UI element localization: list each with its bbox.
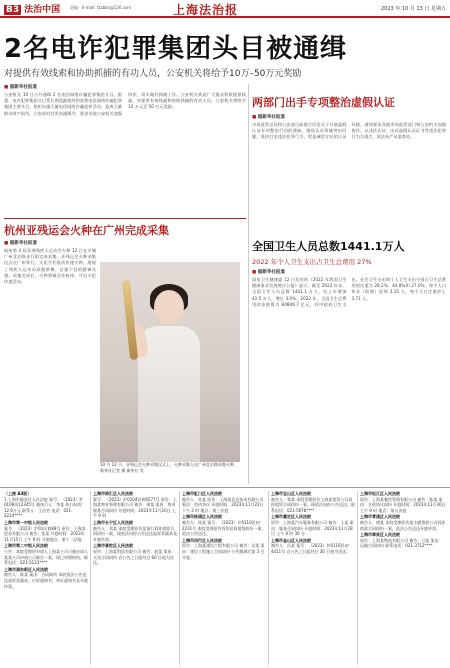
notice-body: 原告：上海某汽车服务有限公司 被告：王某 案由：服务合同纠纷 开庭时间：2023年11月28日 上午 9 时 30 分 <box>271 519 354 537</box>
notice-column-4 <box>271 491 355 667</box>
story-body: 杭州第 4 届亚洲残疾人运动会火种 12 日在羊城广州北京路步行街完成采集。亚残运会火种采集仪式在广州举行，火炬手们依次传递火种，展现了残疾人运动员顽强拼搏、自强不息的精神风貌。采集完成后，火种将被送往杭州，开启火炬传递活动。 <box>4 248 96 285</box>
notice-heading: 上海市浦东新区人民法院 <box>4 566 48 572</box>
fraud-story <box>252 94 446 209</box>
photo-caption <box>100 462 240 473</box>
notice-body: 案号：（2023）沪0104民初6577号 原告：上海某物业管理有限公司 被告：周某 案由：物业服务合同纠纷 开庭时间：2023年11月20日 上午 9 时 <box>93 496 177 519</box>
health-story-title: 全国卫生人员总数1441.1万人 <box>252 240 405 253</box>
notice-heading: 上海市徐汇区人民法院 <box>93 491 133 496</box>
story-body: 市场监管总局和公安部日前联合印发关于开展虚假认证专项整治行动的通知，聚焦认证领域突出问题，坚决打击违法犯罪行为，营造诚信守法的认证环境。通知要求各地市场监管部门和公安机关加强协作，以违法认证、出具虚假认证证书等违法犯罪行为为重点，依法从严从重查处。 <box>252 122 446 140</box>
torch-story-header <box>4 218 246 238</box>
main-subhead: 对提供有效线索和协助抓捕的有功人员，公安机关将给予10万–50万元奖励 <box>4 69 302 79</box>
notice-heading: 上海市杨浦区人民法院 <box>182 514 222 520</box>
notice-body: 被告人：刘某 本院受理原告某银行诉你借款合同纠纷一案，现依法向你公告送达起诉状副本及开庭传票。 <box>93 525 177 542</box>
notice-body: 被告人：冯某 案号：（2023）沪0116民初4411号 自公告之日起经过 30 日视为送达。 <box>271 543 351 554</box>
notice-heading: 上海市青浦区人民法院 <box>360 514 400 520</box>
section-name: 法治中国 <box>24 5 61 15</box>
notice-body: 被告人：孙某 原告：上海某信息技术有限公司 案由：劳动争议 开庭时间：2023年11月22日 下午 2 时 地点：第三法庭 <box>182 496 264 513</box>
caption-text: 10 月 12 日，亚残运会火种采集仪式上，火种采集人在广州北京路采集火种。新华社记者 摄 <box>100 462 238 473</box>
notice-heading: 上海市奉贤区人民法院 <box>360 532 400 538</box>
legal-notices <box>0 487 450 668</box>
notice-heading: 上海市第一中级人民法院 <box>4 519 48 525</box>
notice-heading: 上海市普陀区人民法院 <box>93 543 133 549</box>
torch-story <box>4 240 96 485</box>
notice-body: 原告：上海某建设工程有限公司 被告：吴某 案由：建设工程施工合同纠纷 公告期满后第 3 日开庭。 <box>182 543 265 560</box>
notice-body: 被告人：周某 案号：（2023）沪0110民初2231号 本院受理原告诉你民间借贷纠纷一案，依法公告送达。 <box>182 519 266 537</box>
notice-heading: 上海市闵行区人民法院 <box>182 537 222 543</box>
torch-story-title: 杭州亚残运会火种在广州完成采集 <box>4 224 169 237</box>
notice-heading: 上海市宝山区人民法院 <box>271 491 311 496</box>
story-source-label: ■ 据新华社报道 <box>252 269 446 275</box>
notice-body: 被告人：褚某 本院受理原告某小额贷款公司诉你借款合同纠纷一案，依法公告送达开庭传票。 <box>360 519 446 531</box>
story-body: 国家卫生健康委 12 日发布的《2022 年我国卫生健康事业发展统计公报》显示，截至 2022 年末，全国卫生人员总数 1441.1 万人，比上年增加 42.5 万人，增长 3.0%。2022 年，全国卫生总费用初步推算为 84846.7 亿元，其中政府卫生支出、社会卫生支出和个人卫生支出分别占卫生总费用的比重为 28.2%、44.8%和 27.0%。每千人口执业（助理）医师 3.15 人，每千人口注册护士 3.71 人。 <box>252 277 446 307</box>
editor-email: 责编 · E-mail: fzzbbs@126.com <box>70 5 132 10</box>
torch-icon <box>122 280 138 360</box>
story-source-label: ■ 据新华社报道 <box>252 114 446 120</box>
notice-heading: 上海市松江区人民法院 <box>360 491 400 496</box>
story-source-label: ■ 据新华社报道 <box>4 84 246 90</box>
notice-heading: 上海市第二中级人民法院 <box>4 543 48 549</box>
fraud-story-title: 两部门出手专项整治虚假认证 <box>252 96 395 109</box>
notice-column-2 <box>93 491 177 667</box>
issue-date: 2023 年 10 月 13 日 星期五 <box>381 6 446 12</box>
torch-photo <box>100 262 240 462</box>
section-badge: B3 <box>6 5 20 15</box>
notice-heading: 上海市长宁区人民法院 <box>93 519 133 525</box>
page-header <box>0 0 450 18</box>
notice-heading: 上海市金山区人民法院 <box>271 537 311 543</box>
caption-credit: 新华社 发 <box>126 467 144 473</box>
notice-body: 原告：上海某科技有限公司 被告：赵某 案由：买卖合同纠纷 自公告之日起经过 60 日视为送达。 <box>93 548 176 566</box>
notice-column-5 <box>360 491 446 667</box>
wanted-story <box>4 84 246 206</box>
notice-body: 原告：上海某餐饮管理有限公司 被告：陈某 案由：合伙协议纠纷 开庭时间：2023年11月30日 上午 9 时 地点：第五法庭 <box>360 496 446 513</box>
section-title <box>4 2 60 15</box>
newspaper-logo: 上海法治报 <box>173 3 239 17</box>
main-headline: 2名电诈犯罪集团头目被通缉 <box>4 34 348 64</box>
notice-body: 被告人：陈某 案由：合同纠纷 本院依法公告送达起诉状副本、应诉通知书、举证通知书及开庭传票。 <box>4 572 88 589</box>
notice-body: 案号：（2023）沪01民初88号 原告：上海某贸易有限公司 被告：张某 开庭时间：2023年11月15日 上午 9 时 开庭地点：第十二法庭 <box>4 525 86 542</box>
notice-body: 公告：本院受理的申请人上海某公司与被申请人某某公司申请公示催告一案，现已审理终结。联系电话：021-5123**** <box>4 548 88 566</box>
notice-heading: （上接 A3版） <box>4 491 32 496</box>
notice-column-3 <box>182 491 266 667</box>
notice-column-1 <box>4 491 88 667</box>
health-story-subtitle: 2022 年个人卫生支出占卫生总费用 27% <box>252 258 372 266</box>
notice-body: 原告：上海某物流有限公司 被告：卫某 案由：运输合同纠纷 联系电话：021-3712**** <box>360 537 443 549</box>
notice-body: 被告人：郑某 本院受理原告上海某租赁公司诉你租赁合同纠纷一案，现依法向你公告送达。联系电话：021-5678**** <box>271 496 355 513</box>
health-story <box>252 238 446 484</box>
story-source-label: ■ 据新华社报道 <box>4 240 96 246</box>
notice-body: 1.上海市静安区人民法院 案号：（2023）沪0106执12345号 被执行人：李某 执行标的：12.6万元 联系人：王法官 电话：021-2224**** <box>4 496 86 519</box>
story-body: 公安机关 10 日公开通缉 2 名电信网络诈骗犯罪集团头目。据悉，电诈犯罪集团头目系长期盘踞境外的涉我电信网络诈骗犯罪集团主要头目，组织实施大量电信网络诈骗犯罪活动，造成大量群众财产损失。公安部对其发布通缉令，要求各地公安机关加强协作，切实做好抓捕工作。公安机关欢迎广大群众积极提供线索，对提供有效线索和协助抓捕的有功人员，公安机关将给予 10 万元至 50 万元奖励。 <box>4 92 246 116</box>
notice-heading: 上海市虹口区人民法院 <box>182 491 222 496</box>
notice-heading: 上海市嘉定区人民法院 <box>271 514 311 520</box>
